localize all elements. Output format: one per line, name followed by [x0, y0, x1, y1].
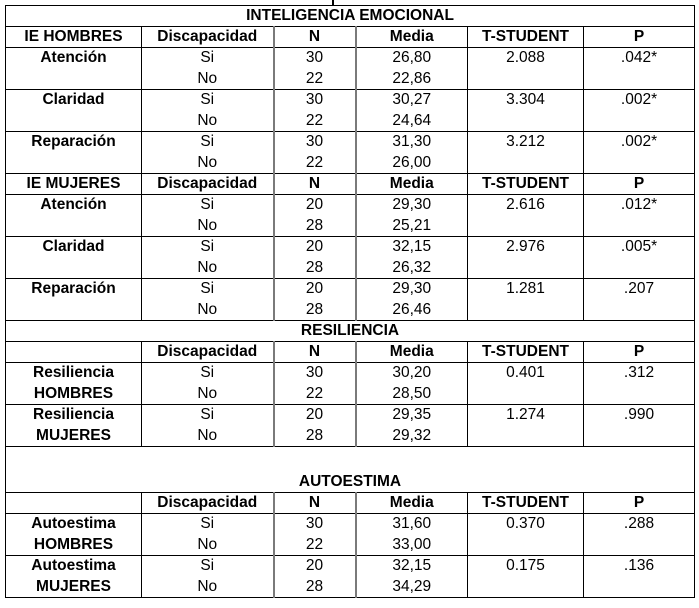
n-cell-value: 30 — [305, 515, 324, 532]
media-cell-value: 25,21 — [392, 216, 432, 234]
discapacidad-cell-value: Si — [200, 406, 215, 423]
table-row — [6, 195, 695, 237]
n-cell — [274, 405, 356, 447]
n-cell-value: 30 — [305, 364, 324, 381]
n-cell-value: 30 — [305, 49, 324, 66]
t-student-cell: 0.175 — [468, 556, 584, 598]
row-label-value: HOMBRES — [33, 384, 114, 402]
media-cell-value: 26,80 — [392, 49, 432, 66]
n-cell-value: 22 — [305, 111, 324, 129]
header-t-student: T-STUDENT — [468, 493, 584, 514]
table-row — [6, 48, 695, 90]
n-cell — [274, 237, 356, 279]
column-header-row — [6, 174, 695, 195]
media-cell — [356, 195, 468, 237]
media-cell — [356, 132, 468, 174]
row-label — [6, 90, 142, 132]
media-cell-value: 22,86 — [392, 69, 432, 87]
row-label-value: Atención — [40, 196, 107, 213]
discapacidad-cell-value: No — [197, 535, 218, 553]
table-row — [6, 405, 695, 447]
header-n: N — [274, 174, 356, 195]
n-cell-value: 20 — [305, 557, 324, 574]
column-header-row — [6, 493, 695, 514]
n-cell-value: 30 — [305, 91, 324, 108]
header-p: P — [584, 342, 695, 363]
discapacidad-cell-value: No — [197, 153, 218, 171]
column-header-row — [6, 27, 695, 48]
discapacidad-cell-value: Si — [200, 280, 215, 297]
p-value-cell: .042* — [584, 48, 695, 90]
header-p: P — [584, 27, 695, 48]
discapacidad-cell-value: No — [197, 577, 218, 595]
discapacidad-cell — [142, 195, 274, 237]
discapacidad-cell-value: Si — [200, 49, 215, 66]
n-cell-value: 22 — [305, 384, 324, 402]
row-label — [6, 237, 142, 279]
header-media: Media — [356, 493, 468, 514]
row-label — [6, 132, 142, 174]
discapacidad-cell-value: No — [197, 111, 218, 129]
n-cell-value: 28 — [305, 258, 324, 276]
section-title: INTELIGENCIA EMOCIONAL — [6, 6, 695, 27]
discapacidad-cell — [142, 363, 274, 405]
media-cell-value: 26,32 — [392, 258, 432, 276]
discapacidad-cell-value: Si — [200, 557, 215, 574]
discapacidad-cell-value: Si — [200, 364, 215, 381]
n-cell-value: 20 — [305, 238, 324, 255]
discapacidad-cell-value: No — [197, 258, 218, 276]
header-t-student: T-STUDENT — [468, 27, 584, 48]
discapacidad-cell-value: No — [197, 69, 218, 87]
discapacidad-cell — [142, 237, 274, 279]
row-label — [6, 279, 142, 321]
row-label-value: Reparación — [31, 133, 116, 150]
p-value-cell: .136 — [584, 556, 695, 598]
section-title: RESILIENCIA — [6, 321, 695, 342]
row-label — [6, 405, 142, 447]
table-row — [6, 556, 695, 598]
table-row — [6, 279, 695, 321]
discapacidad-cell — [142, 48, 274, 90]
t-student-cell: 1.274 — [468, 405, 584, 447]
header-n: N — [274, 493, 356, 514]
row-label-value: Atención — [40, 49, 107, 66]
row-label — [6, 514, 142, 556]
table-row — [6, 514, 695, 556]
p-value-cell: .002* — [584, 132, 695, 174]
discapacidad-cell-value: No — [197, 216, 218, 234]
row-label-value: Resiliencia — [33, 364, 114, 381]
n-cell-value: 20 — [305, 196, 324, 213]
discapacidad-cell — [142, 279, 274, 321]
discapacidad-cell — [142, 132, 274, 174]
p-value-cell: .288 — [584, 514, 695, 556]
media-cell — [356, 556, 468, 598]
discapacidad-cell — [142, 514, 274, 556]
p-value-cell: .002* — [584, 90, 695, 132]
t-student-cell: 0.401 — [468, 363, 584, 405]
media-cell-value: 29,30 — [392, 196, 432, 213]
row-label-value: MUJERES — [36, 426, 111, 444]
row-label-value: Autoestima — [31, 557, 116, 574]
media-cell-value: 33,00 — [392, 535, 432, 553]
n-cell-value: 28 — [305, 577, 324, 595]
n-cell-value: 20 — [305, 280, 324, 297]
media-cell-value: 30,27 — [392, 91, 432, 108]
t-student-cell: 3.304 — [468, 90, 584, 132]
header-n: N — [274, 27, 356, 48]
media-cell-value: 32,15 — [392, 238, 432, 255]
media-cell-value: 26,46 — [392, 300, 432, 318]
media-cell — [356, 405, 468, 447]
t-student-cell: 2.088 — [468, 48, 584, 90]
media-cell-value: 29,35 — [392, 406, 432, 423]
group-header: IE MUJERES — [6, 174, 142, 195]
n-cell — [274, 195, 356, 237]
t-student-cell: 1.281 — [468, 279, 584, 321]
header-discapacidad: Discapacidad — [142, 27, 274, 48]
media-cell — [356, 514, 468, 556]
media-cell-value: 28,50 — [392, 384, 432, 402]
n-cell — [274, 132, 356, 174]
header-discapacidad: Discapacidad — [142, 493, 274, 514]
n-cell-value: 28 — [305, 300, 324, 318]
discapacidad-cell-value: Si — [200, 238, 215, 255]
media-cell — [356, 237, 468, 279]
row-label — [6, 48, 142, 90]
p-value-cell: .012* — [584, 195, 695, 237]
group-header — [6, 493, 142, 514]
discapacidad-cell-value: No — [197, 300, 218, 318]
media-cell-value: 34,29 — [392, 577, 432, 595]
header-discapacidad: Discapacidad — [142, 342, 274, 363]
discapacidad-cell — [142, 90, 274, 132]
media-cell-value: 29,30 — [392, 280, 432, 297]
table-row — [6, 237, 695, 279]
row-label-value: MUJERES — [36, 577, 111, 595]
p-value-cell: .990 — [584, 405, 695, 447]
n-cell-value: 22 — [305, 69, 324, 87]
row-label-value: Claridad — [42, 91, 105, 108]
section-title-row — [6, 471, 695, 493]
n-cell-value: 22 — [305, 153, 324, 171]
row-label — [6, 556, 142, 598]
discapacidad-cell — [142, 405, 274, 447]
media-cell-value: 31,30 — [392, 133, 432, 150]
n-cell-value: 30 — [305, 133, 324, 150]
t-student-cell: 2.976 — [468, 237, 584, 279]
header-t-student: T-STUDENT — [468, 342, 584, 363]
media-cell-value: 31,60 — [392, 515, 432, 532]
table-row — [6, 90, 695, 132]
row-label — [6, 363, 142, 405]
n-cell — [274, 279, 356, 321]
media-cell — [356, 48, 468, 90]
row-label-value: Claridad — [42, 238, 105, 255]
section-spacer — [6, 447, 695, 472]
group-header: IE HOMBRES — [6, 27, 142, 48]
row-label — [6, 195, 142, 237]
discapacidad-cell-value: Si — [200, 515, 215, 532]
t-student-cell: 2.616 — [468, 195, 584, 237]
n-cell — [274, 90, 356, 132]
section-title-row — [6, 6, 695, 27]
n-cell-value: 20 — [305, 406, 324, 423]
n-cell-value: 22 — [305, 535, 324, 553]
media-cell — [356, 279, 468, 321]
discapacidad-cell-value: Si — [200, 133, 215, 150]
p-value-cell: .005* — [584, 237, 695, 279]
row-label-value: Reparación — [31, 280, 116, 297]
discapacidad-cell-value: No — [197, 384, 218, 402]
discapacidad-cell-value: No — [197, 426, 218, 444]
media-cell-value: 30,20 — [392, 364, 432, 381]
n-cell — [274, 556, 356, 598]
media-cell — [356, 363, 468, 405]
row-label-value: Autoestima — [31, 515, 116, 532]
section-title-row — [6, 321, 695, 342]
header-p: P — [584, 493, 695, 514]
discapacidad-cell-value: Si — [200, 91, 215, 108]
p-value-cell: .312 — [584, 363, 695, 405]
media-cell-value: 29,32 — [392, 426, 432, 444]
discapacidad-cell-value: Si — [200, 196, 215, 213]
row-label-value: Resiliencia — [33, 406, 114, 423]
discapacidad-cell — [142, 556, 274, 598]
table-row — [6, 132, 695, 174]
header-media: Media — [356, 342, 468, 363]
n-cell — [274, 48, 356, 90]
header-n: N — [274, 342, 356, 363]
p-value-cell: .207 — [584, 279, 695, 321]
group-header — [6, 342, 142, 363]
n-cell-value: 28 — [305, 216, 324, 234]
t-student-cell: 0.370 — [468, 514, 584, 556]
table-row — [6, 363, 695, 405]
media-cell-value: 26,00 — [392, 153, 432, 171]
media-cell-value: 32,15 — [392, 557, 432, 574]
row-label-value: HOMBRES — [33, 535, 114, 553]
header-media: Media — [356, 174, 468, 195]
n-cell-value: 28 — [305, 426, 324, 444]
t-student-cell: 3.212 — [468, 132, 584, 174]
header-media: Media — [356, 27, 468, 48]
header-p: P — [584, 174, 695, 195]
results-table — [5, 5, 695, 598]
n-cell — [274, 363, 356, 405]
n-cell — [274, 514, 356, 556]
header-t-student: T-STUDENT — [468, 174, 584, 195]
section-title: AUTOESTIMA — [6, 471, 695, 493]
media-cell — [356, 90, 468, 132]
media-cell-value: 24,64 — [392, 111, 432, 129]
header-discapacidad: Discapacidad — [142, 174, 274, 195]
column-header-row — [6, 342, 695, 363]
